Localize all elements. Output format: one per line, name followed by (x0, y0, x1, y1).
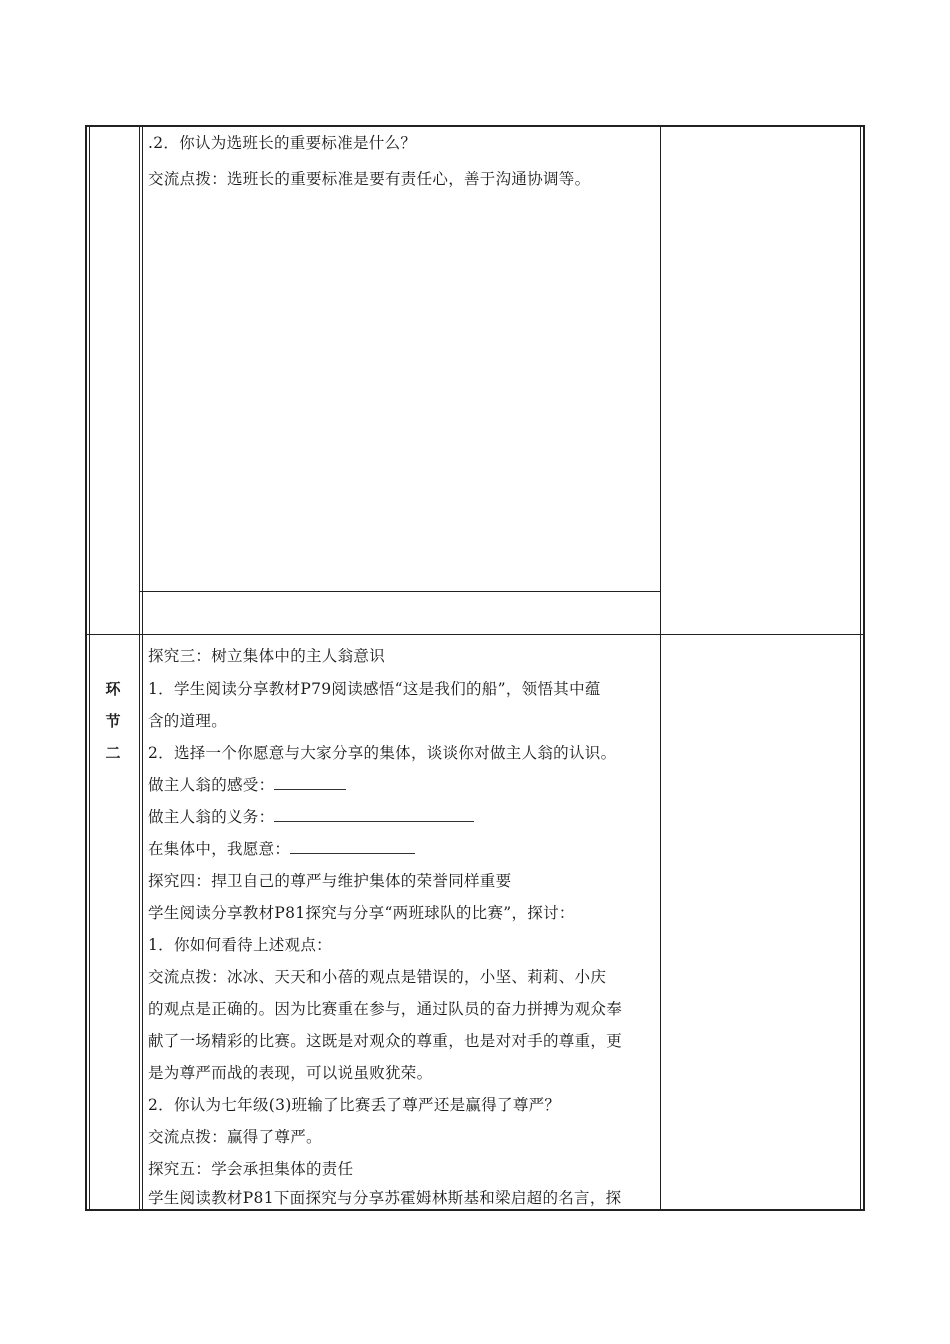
fill-in-duty (148, 807, 474, 827)
explore-5-intro: 学生阅读教材P81下面探究与分享苏霍姆林斯基和梁启超的名言，探 (148, 1189, 622, 1207)
explore-4-question-2: 2．你认为七年级(3)班输了比赛丢了尊严还是赢得了尊严？ (148, 1096, 561, 1114)
column-divider-1b (142, 125, 143, 1211)
explore-3-title: 探究三：树立集体中的主人翁意识 (148, 647, 386, 665)
fill-in-feeling (148, 775, 346, 795)
section-label-char-3: 二 (105, 744, 121, 762)
explore-4-answer-1-line-2: 的观点是正确的。因为比赛重在参与，通过队员的奋力拼搏为观众奉 (148, 1000, 623, 1018)
table-left-border (85, 125, 87, 1211)
section-label-char-2: 节 (105, 712, 121, 730)
explore-3-item-1: 1．学生阅读分享教材P79阅读感悟“这是我们的船”，领悟其中蕴 (148, 680, 601, 698)
fill-in-feeling-label: 做主人翁的感受： (148, 776, 275, 794)
explore-4-answer-2: 交流点拨：赢得了尊严。 (148, 1128, 322, 1146)
table-top-border (85, 125, 865, 127)
explore-4-answer-1-line-1: 交流点拨：冰冰、天天和小蓓的观点是错误的，小坚、莉莉、小庆 (148, 968, 607, 986)
table-bottom-border (85, 1209, 865, 1211)
table-right-border-outer (863, 125, 865, 1211)
explore-3-item-2: 2．选择一个你愿意与大家分享的集体，谈谈你对做主人翁的认识。 (148, 744, 617, 762)
fill-in-duty-blank[interactable] (274, 807, 474, 822)
column-divider-1 (139, 125, 140, 1211)
column-divider-2 (660, 125, 661, 1211)
fill-in-feeling-blank[interactable] (274, 775, 346, 790)
explore-4-answer-1-line-3: 献了一场精彩的比赛。这既是对观众的尊重，也是对对手的尊重，更 (148, 1032, 623, 1050)
explore-3-item-1-cont: 含的道理。 (148, 712, 228, 730)
table-left-border-inner (89, 125, 90, 1211)
fill-in-willing-blank[interactable] (290, 839, 415, 854)
explore-4-intro: 学生阅读分享教材P81探究与分享“两班球队的比赛”，探讨： (148, 904, 575, 922)
explore-4-answer-1-line-4: 是为尊严而战的表现，可以说虽败犹荣。 (148, 1064, 433, 1082)
explore-4-title: 探究四：捍卫自己的尊严与维护集体的荣誉同样重要 (148, 872, 512, 890)
explore-5-title: 探究五：学会承担集体的责任 (148, 1160, 354, 1178)
row1-line-1: .2．你认为选班长的重要标准是什么？ (148, 134, 417, 152)
fill-in-duty-label: 做主人翁的义务： (148, 808, 275, 826)
explore-4-question-1: 1．你如何看待上述观点： (148, 936, 332, 954)
row1-line-2: 交流点拨：选班长的重要标准是要有责任心，善于沟通协调等。 (148, 170, 591, 188)
row-divider-inner (140, 591, 661, 592)
row-divider-section (85, 634, 865, 635)
table-right-border (860, 125, 861, 1211)
section-label-char-1: 环 (105, 680, 121, 698)
fill-in-willing (148, 839, 415, 859)
fill-in-willing-label: 在集体中，我愿意： (148, 840, 291, 858)
